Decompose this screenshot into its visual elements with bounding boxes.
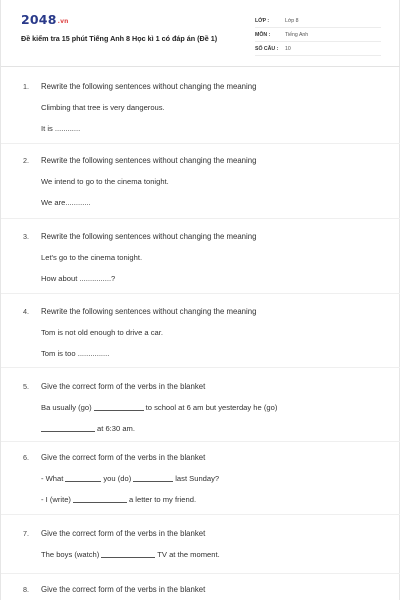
header-divider (1, 66, 400, 67)
meta-grade-value: Lớp 8 (285, 18, 299, 24)
document-title: Đề kiểm tra 15 phút Tiếng Anh 8 Học kì 1 có đáp án (Đề 1) (21, 34, 218, 43)
meta-question-count-value: 10 (285, 46, 291, 52)
question-sentence: Tom is not old enough to drive a car. (41, 328, 163, 337)
question-number: 1. (23, 82, 29, 91)
sentence-text: - I (write) (41, 495, 71, 504)
question-number: 5. (23, 382, 29, 391)
sentence-text: - What (41, 474, 64, 483)
answer-line[interactable]: Tom is too ............... (41, 349, 110, 358)
question-sentence-line-1 (41, 474, 219, 483)
question-number: 8. (23, 585, 29, 594)
question-divider (1, 293, 400, 294)
question-sentence-line-2 (41, 495, 196, 504)
question-prompt: Rewrite the following sentences without changing the meaning (41, 82, 257, 91)
meta-subject-row (255, 28, 381, 42)
sentence-text: TV at the moment. (157, 550, 220, 559)
answer-line[interactable]: How about ...............? (41, 274, 116, 283)
meta-grade-row (255, 14, 381, 28)
sentence-text: to school at 6 am but yesterday he (go) (145, 403, 278, 412)
sentence-text: Ba usually (go) (41, 403, 92, 412)
question-divider (1, 367, 400, 368)
question-divider (1, 514, 400, 515)
verb-blank[interactable] (94, 410, 144, 411)
logo-suffix: .vn (57, 18, 69, 25)
meta-question-count-label: SỐ CÂU : (255, 46, 279, 52)
question-number: 7. (23, 529, 29, 538)
question-prompt: Give the correct form of the verbs in the blanket (41, 453, 206, 462)
answer-line[interactable]: We are............ (41, 198, 91, 207)
question-sentence-line-1 (41, 403, 277, 412)
verb-blank[interactable] (73, 502, 127, 503)
question-number: 3. (23, 232, 29, 241)
question-sentence-line-1 (41, 550, 220, 559)
meta-subject-label: MÔN : (255, 32, 271, 38)
question-prompt: Rewrite the following sentences without changing the meaning (41, 232, 257, 241)
question-number: 2. (23, 156, 29, 165)
question-sentence: Let's go to the cinema tonight. (41, 253, 143, 262)
meta-subject-value: Tiếng Anh (285, 32, 309, 38)
question-prompt: Rewrite the following sentences without changing the meaning (41, 156, 257, 165)
question-sentence: Climbing that tree is very dangerous. (41, 103, 165, 112)
sentence-text: you (do) (103, 474, 132, 483)
verb-blank[interactable] (133, 481, 173, 482)
page-header (1, 0, 400, 66)
sentence-text: a letter to my friend. (128, 495, 197, 504)
logo-text: 2048 (21, 12, 57, 27)
question-divider (1, 441, 400, 442)
question-sentence-line-2 (41, 424, 135, 433)
sentence-text: last Sunday? (175, 474, 220, 483)
verb-blank[interactable] (65, 481, 101, 482)
meta-grade-label: LỚP : (255, 18, 270, 24)
question-divider (1, 143, 400, 144)
question-prompt: Give the correct form of the verbs in the blanket (41, 382, 206, 391)
verb-blank[interactable] (101, 557, 155, 558)
meta-question-count-row (255, 42, 381, 56)
question-prompt: Give the correct form of the verbs in the blanket (41, 585, 206, 594)
question-number: 6. (23, 453, 29, 462)
question-prompt: Rewrite the following sentences without changing the meaning (41, 307, 257, 316)
question-divider (1, 573, 400, 574)
sentence-text: at 6:30 am. (97, 424, 135, 433)
verb-blank[interactable] (41, 431, 95, 432)
question-sentence: We intend to go to the cinema tonight. (41, 177, 169, 186)
question-number: 4. (23, 307, 29, 316)
answer-line[interactable]: It is ............ (41, 124, 81, 133)
question-divider (1, 218, 400, 219)
site-logo[interactable] (21, 12, 69, 27)
question-prompt: Give the correct form of the verbs in the blanket (41, 529, 206, 538)
sentence-text: The boys (watch) (41, 550, 100, 559)
